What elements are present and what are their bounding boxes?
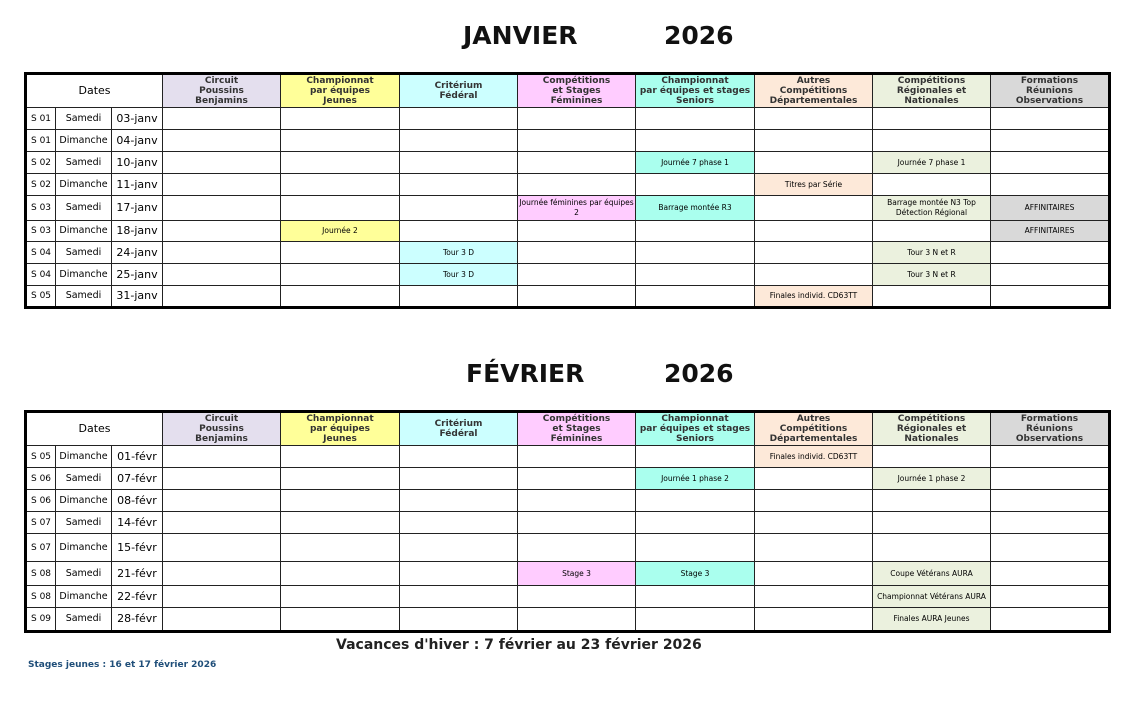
- day-cell: Samedi: [56, 152, 112, 174]
- table-row: [26, 174, 1110, 196]
- event-cell: [163, 446, 281, 468]
- day-cell: Dimanche: [56, 446, 112, 468]
- calendar-table-fevrier: [24, 410, 1111, 633]
- event-cell: [755, 152, 873, 174]
- event-cell: [163, 468, 281, 490]
- vacances-note: Vacances d'hiver : 7 février au 23 février 2026: [336, 637, 702, 653]
- event-cell: [873, 130, 991, 152]
- table-row: [26, 286, 1110, 308]
- column-header: Critérium Fédéral: [400, 412, 518, 446]
- event-cell: [163, 586, 281, 608]
- event-cell: [281, 152, 400, 174]
- header-row: [26, 412, 1110, 446]
- date-cell: 08-févr: [112, 490, 163, 512]
- event-cell: [755, 608, 873, 632]
- event-cell: [636, 512, 755, 534]
- week-cell: S 02: [26, 174, 56, 196]
- event-cell: [991, 446, 1110, 468]
- column-header: Circuit Poussins Benjamins: [163, 412, 281, 446]
- table-row: [26, 534, 1110, 562]
- dates-header: Dates: [26, 74, 163, 108]
- event-cell: Finales individ. CD63TT: [755, 446, 873, 468]
- week-cell: S 03: [26, 196, 56, 221]
- table-row: [26, 512, 1110, 534]
- event-cell: [400, 221, 518, 242]
- event-cell: [991, 534, 1110, 562]
- event-cell: Journée 7 phase 1: [636, 152, 755, 174]
- month-name: FÉVRIER: [466, 359, 585, 388]
- table-row: [26, 490, 1110, 512]
- date-cell: 15-févr: [112, 534, 163, 562]
- date-cell: 04-janv: [112, 130, 163, 152]
- day-cell: Dimanche: [56, 174, 112, 196]
- event-cell: [636, 608, 755, 632]
- event-cell: [873, 221, 991, 242]
- event-cell: [636, 286, 755, 308]
- event-cell: [873, 174, 991, 196]
- week-cell: S 01: [26, 130, 56, 152]
- week-cell: S 08: [26, 586, 56, 608]
- event-cell: [518, 286, 636, 308]
- day-cell: Samedi: [56, 468, 112, 490]
- event-cell: [755, 468, 873, 490]
- event-cell: [400, 490, 518, 512]
- date-cell: 21-févr: [112, 562, 163, 586]
- column-header: Formations Réunions Observations: [991, 412, 1110, 446]
- event-cell: [873, 490, 991, 512]
- table-row: [26, 221, 1110, 242]
- column-header: Compétitions Régionales et Nationales: [873, 412, 991, 446]
- date-cell: 25-janv: [112, 264, 163, 286]
- event-cell: [163, 490, 281, 512]
- table-row: [26, 586, 1110, 608]
- event-cell: [636, 446, 755, 468]
- event-cell: [755, 242, 873, 264]
- month-title-janvier: [0, 19, 1138, 53]
- event-cell: [518, 608, 636, 632]
- event-cell: [636, 586, 755, 608]
- event-cell: [518, 174, 636, 196]
- column-header: Circuit Poussins Benjamins: [163, 74, 281, 108]
- event-cell: [991, 286, 1110, 308]
- day-cell: Samedi: [56, 608, 112, 632]
- event-cell: [636, 264, 755, 286]
- event-cell: [873, 108, 991, 130]
- event-cell: Barrage montée N3 Top Détection Régional: [873, 196, 991, 221]
- event-cell: [755, 196, 873, 221]
- header-row: [26, 74, 1110, 108]
- calendar-table-janvier: [24, 72, 1111, 309]
- event-cell: [163, 286, 281, 308]
- month-year: 2026: [664, 359, 734, 388]
- stages-jeunes-note: Stages jeunes : 16 et 17 février 2026: [28, 660, 217, 670]
- table-row: [26, 196, 1110, 221]
- month-title-fevrier: [0, 357, 1138, 391]
- event-cell: [755, 534, 873, 562]
- event-cell: Journée 1 phase 2: [873, 468, 991, 490]
- event-cell: [281, 130, 400, 152]
- event-cell: [400, 512, 518, 534]
- event-cell: [400, 608, 518, 632]
- event-cell: [518, 446, 636, 468]
- week-cell: S 07: [26, 534, 56, 562]
- event-cell: [991, 468, 1110, 490]
- column-header: Compétitions et Stages Féminines: [518, 74, 636, 108]
- event-cell: [991, 152, 1110, 174]
- week-cell: S 04: [26, 264, 56, 286]
- column-header: Compétitions et Stages Féminines: [518, 412, 636, 446]
- event-cell: [163, 130, 281, 152]
- event-cell: [163, 242, 281, 264]
- week-cell: S 06: [26, 468, 56, 490]
- event-cell: [755, 586, 873, 608]
- column-header: Formations Réunions Observations: [991, 74, 1110, 108]
- event-cell: [163, 196, 281, 221]
- column-header: Championnat par équipes et stages Seniors: [636, 74, 755, 108]
- event-cell: [281, 286, 400, 308]
- event-cell: [755, 264, 873, 286]
- week-cell: S 04: [26, 242, 56, 264]
- event-cell: [281, 242, 400, 264]
- table-row: [26, 562, 1110, 586]
- month-year: 2026: [664, 21, 734, 50]
- event-cell: Finales AURA Jeunes: [873, 608, 991, 632]
- event-cell: [281, 108, 400, 130]
- event-cell: [518, 264, 636, 286]
- event-cell: [873, 286, 991, 308]
- column-header: Championnat par équipes et stages Seniors: [636, 412, 755, 446]
- event-cell: [991, 562, 1110, 586]
- date-cell: 17-janv: [112, 196, 163, 221]
- event-cell: Journée 7 phase 1: [873, 152, 991, 174]
- event-cell: [873, 446, 991, 468]
- day-cell: Samedi: [56, 196, 112, 221]
- day-cell: Dimanche: [56, 130, 112, 152]
- event-cell: [281, 468, 400, 490]
- event-cell: [400, 468, 518, 490]
- event-cell: [755, 221, 873, 242]
- date-cell: 10-janv: [112, 152, 163, 174]
- event-cell: [281, 608, 400, 632]
- day-cell: Samedi: [56, 562, 112, 586]
- event-cell: [991, 264, 1110, 286]
- event-cell: [518, 468, 636, 490]
- event-cell: [518, 534, 636, 562]
- event-cell: [636, 242, 755, 264]
- event-cell: [281, 586, 400, 608]
- table-row: [26, 446, 1110, 468]
- table-row: [26, 264, 1110, 286]
- event-cell: Stage 3: [518, 562, 636, 586]
- event-cell: Journée 2: [281, 221, 400, 242]
- column-header: Championnat par équipes Jeunes: [281, 412, 400, 446]
- week-cell: S 06: [26, 490, 56, 512]
- event-cell: Tour 3 N et R: [873, 242, 991, 264]
- event-cell: [518, 108, 636, 130]
- event-cell: [636, 534, 755, 562]
- event-cell: [400, 286, 518, 308]
- table-row: [26, 152, 1110, 174]
- event-cell: [163, 108, 281, 130]
- event-cell: [281, 264, 400, 286]
- day-cell: Samedi: [56, 286, 112, 308]
- event-cell: [755, 130, 873, 152]
- day-cell: Dimanche: [56, 221, 112, 242]
- event-cell: Stage 3: [636, 562, 755, 586]
- event-cell: [400, 174, 518, 196]
- event-cell: [400, 196, 518, 221]
- week-cell: S 03: [26, 221, 56, 242]
- event-cell: Finales individ. CD63TT: [755, 286, 873, 308]
- event-cell: [163, 512, 281, 534]
- date-cell: 31-janv: [112, 286, 163, 308]
- event-cell: [163, 152, 281, 174]
- column-header: Autres Compétitions Départementales: [755, 74, 873, 108]
- event-cell: [991, 108, 1110, 130]
- event-cell: [281, 534, 400, 562]
- day-cell: Samedi: [56, 512, 112, 534]
- event-cell: [400, 586, 518, 608]
- event-cell: [636, 490, 755, 512]
- event-cell: [281, 562, 400, 586]
- day-cell: Dimanche: [56, 534, 112, 562]
- event-cell: [281, 490, 400, 512]
- table-row: [26, 108, 1110, 130]
- week-cell: S 08: [26, 562, 56, 586]
- week-cell: S 02: [26, 152, 56, 174]
- week-cell: S 05: [26, 286, 56, 308]
- date-cell: 28-févr: [112, 608, 163, 632]
- event-cell: [991, 174, 1110, 196]
- event-cell: [400, 562, 518, 586]
- event-cell: Journée 1 phase 2: [636, 468, 755, 490]
- event-cell: [281, 512, 400, 534]
- event-cell: [636, 130, 755, 152]
- week-cell: S 07: [26, 512, 56, 534]
- event-cell: [400, 152, 518, 174]
- event-cell: [163, 608, 281, 632]
- week-cell: S 09: [26, 608, 56, 632]
- date-cell: 07-févr: [112, 468, 163, 490]
- event-cell: Titres par Série: [755, 174, 873, 196]
- event-cell: [518, 242, 636, 264]
- event-cell: [636, 108, 755, 130]
- date-cell: 18-janv: [112, 221, 163, 242]
- event-cell: Journée féminines par équipes 2: [518, 196, 636, 221]
- day-cell: Dimanche: [56, 490, 112, 512]
- event-cell: [518, 152, 636, 174]
- dates-header: Dates: [26, 412, 163, 446]
- table-row: [26, 608, 1110, 632]
- column-header: Autres Compétitions Départementales: [755, 412, 873, 446]
- column-header: Compétitions Régionales et Nationales: [873, 74, 991, 108]
- event-cell: [163, 221, 281, 242]
- event-cell: [163, 534, 281, 562]
- event-cell: Tour 3 D: [400, 264, 518, 286]
- event-cell: [518, 130, 636, 152]
- event-cell: Tour 3 D: [400, 242, 518, 264]
- event-cell: [755, 562, 873, 586]
- event-cell: [755, 490, 873, 512]
- event-cell: [518, 586, 636, 608]
- date-cell: 03-janv: [112, 108, 163, 130]
- week-cell: S 01: [26, 108, 56, 130]
- date-cell: 11-janv: [112, 174, 163, 196]
- event-cell: [518, 512, 636, 534]
- event-cell: [755, 512, 873, 534]
- event-cell: [991, 130, 1110, 152]
- month-name: JANVIER: [463, 21, 578, 50]
- day-cell: Dimanche: [56, 264, 112, 286]
- week-cell: S 05: [26, 446, 56, 468]
- day-cell: Dimanche: [56, 586, 112, 608]
- table-row: [26, 468, 1110, 490]
- event-cell: [400, 446, 518, 468]
- event-cell: [281, 446, 400, 468]
- event-cell: [991, 512, 1110, 534]
- day-cell: Samedi: [56, 108, 112, 130]
- event-cell: AFFINITAIRES: [991, 221, 1110, 242]
- event-cell: Coupe Vétérans AURA: [873, 562, 991, 586]
- date-cell: 22-févr: [112, 586, 163, 608]
- event-cell: Tour 3 N et R: [873, 264, 991, 286]
- event-cell: [163, 562, 281, 586]
- event-cell: [400, 130, 518, 152]
- column-header: Championnat par équipes Jeunes: [281, 74, 400, 108]
- event-cell: [281, 196, 400, 221]
- event-cell: [636, 221, 755, 242]
- event-cell: [873, 534, 991, 562]
- event-cell: [163, 264, 281, 286]
- event-cell: [163, 174, 281, 196]
- event-cell: [518, 221, 636, 242]
- day-cell: Samedi: [56, 242, 112, 264]
- event-cell: [636, 174, 755, 196]
- event-cell: [991, 608, 1110, 632]
- table-row: [26, 242, 1110, 264]
- date-cell: 14-févr: [112, 512, 163, 534]
- event-cell: [755, 108, 873, 130]
- column-header: Critérium Fédéral: [400, 74, 518, 108]
- event-cell: [400, 534, 518, 562]
- table-row: [26, 130, 1110, 152]
- event-cell: [400, 108, 518, 130]
- date-cell: 01-févr: [112, 446, 163, 468]
- event-cell: Barrage montée R3: [636, 196, 755, 221]
- event-cell: [991, 490, 1110, 512]
- date-cell: 24-janv: [112, 242, 163, 264]
- event-cell: [991, 242, 1110, 264]
- event-cell: [873, 512, 991, 534]
- event-cell: [281, 174, 400, 196]
- event-cell: [991, 586, 1110, 608]
- event-cell: Championnat Vétérans AURA: [873, 586, 991, 608]
- event-cell: AFFINITAIRES: [991, 196, 1110, 221]
- event-cell: [518, 490, 636, 512]
